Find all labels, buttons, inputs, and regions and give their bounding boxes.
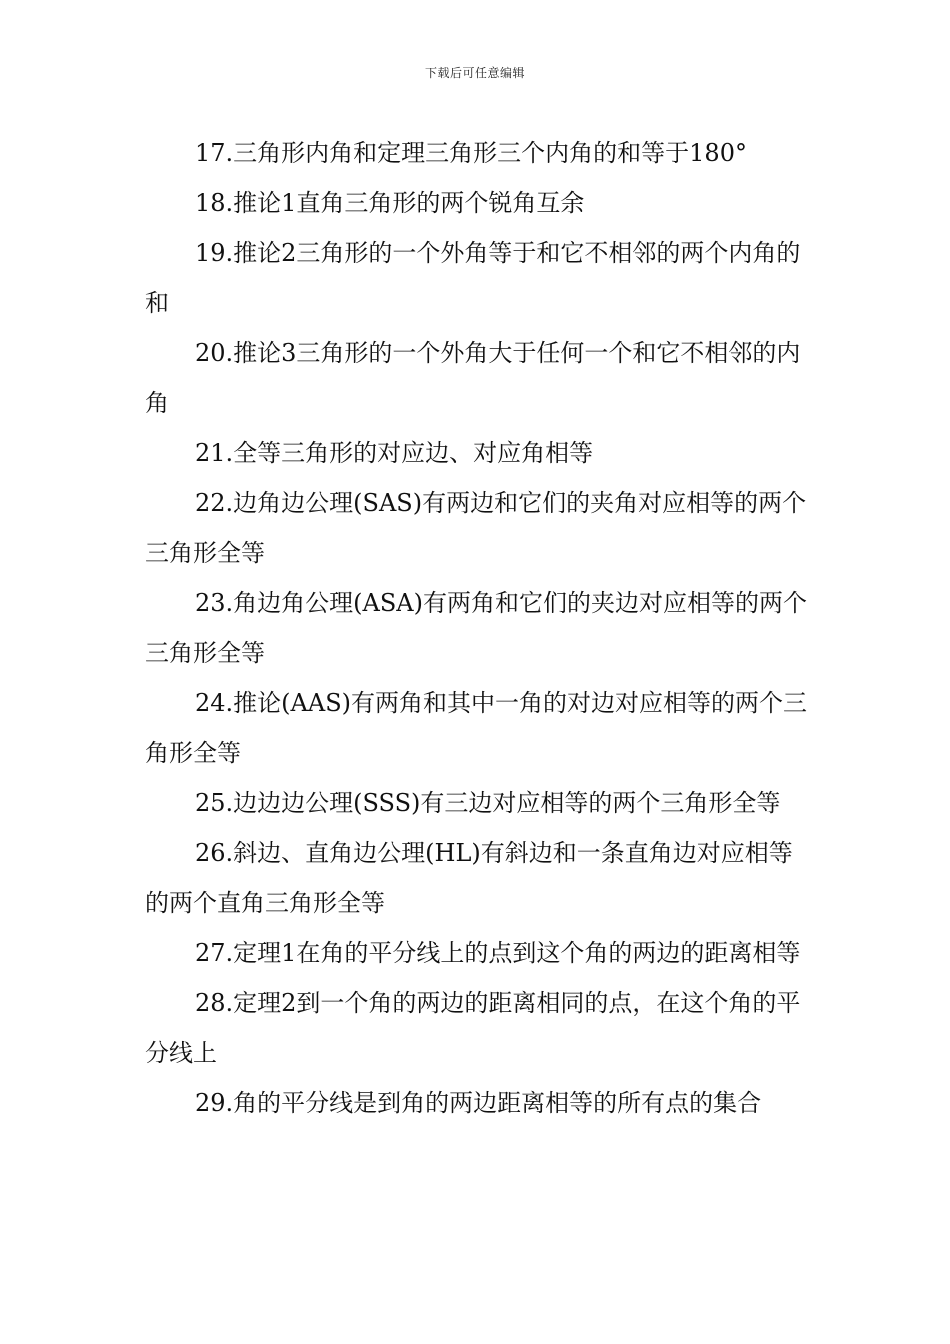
theorem-19: 19.推论2三角形的一个外角等于和它不相邻的两个内角的和 <box>145 239 801 317</box>
theorem-25: 25.边边边公理(SSS)有三边对应相等的两个三角形全等 <box>195 789 781 817</box>
theorem-24: 24.推论(AAS)有两角和其中一角的对边对应相等的两个三角形全等 <box>145 689 807 767</box>
theorem-27: 27.定理1在角的平分线上的点到这个角的两边的距离相等 <box>195 939 801 967</box>
theorem-21: 21.全等三角形的对应边、对应角相等 <box>195 439 594 467</box>
theorem-23: 23.角边角公理(ASA)有两角和它们的夹边对应相等的两个三角形全等 <box>145 589 807 667</box>
theorem-22: 22.边角边公理(SAS)有两边和它们的夹角对应相等的两个三角形全等 <box>145 489 807 567</box>
theorem-26: 26.斜边、直角边公理(HL)有斜边和一条直角边对应相等的两个直角三角形全等 <box>145 839 793 917</box>
document-body <box>145 128 810 1128</box>
theorem-20: 20.推论3三角形的一个外角大于任何一个和它不相邻的内角 <box>145 339 801 417</box>
page-header-note: 下载后可任意编辑 <box>424 66 525 80</box>
theorem-18: 18.推论1直角三角形的两个锐角互余 <box>195 189 585 217</box>
theorem-28: 28.定理2到一个角的两边的距离相同的点，在这个角的平分线上 <box>145 989 801 1067</box>
theorem-17: 17.三角形内角和定理三角形三个内角的和等于180° <box>195 139 747 167</box>
theorem-29: 29.角的平分线是到角的两边距离相等的所有点的集合 <box>195 1089 762 1117</box>
